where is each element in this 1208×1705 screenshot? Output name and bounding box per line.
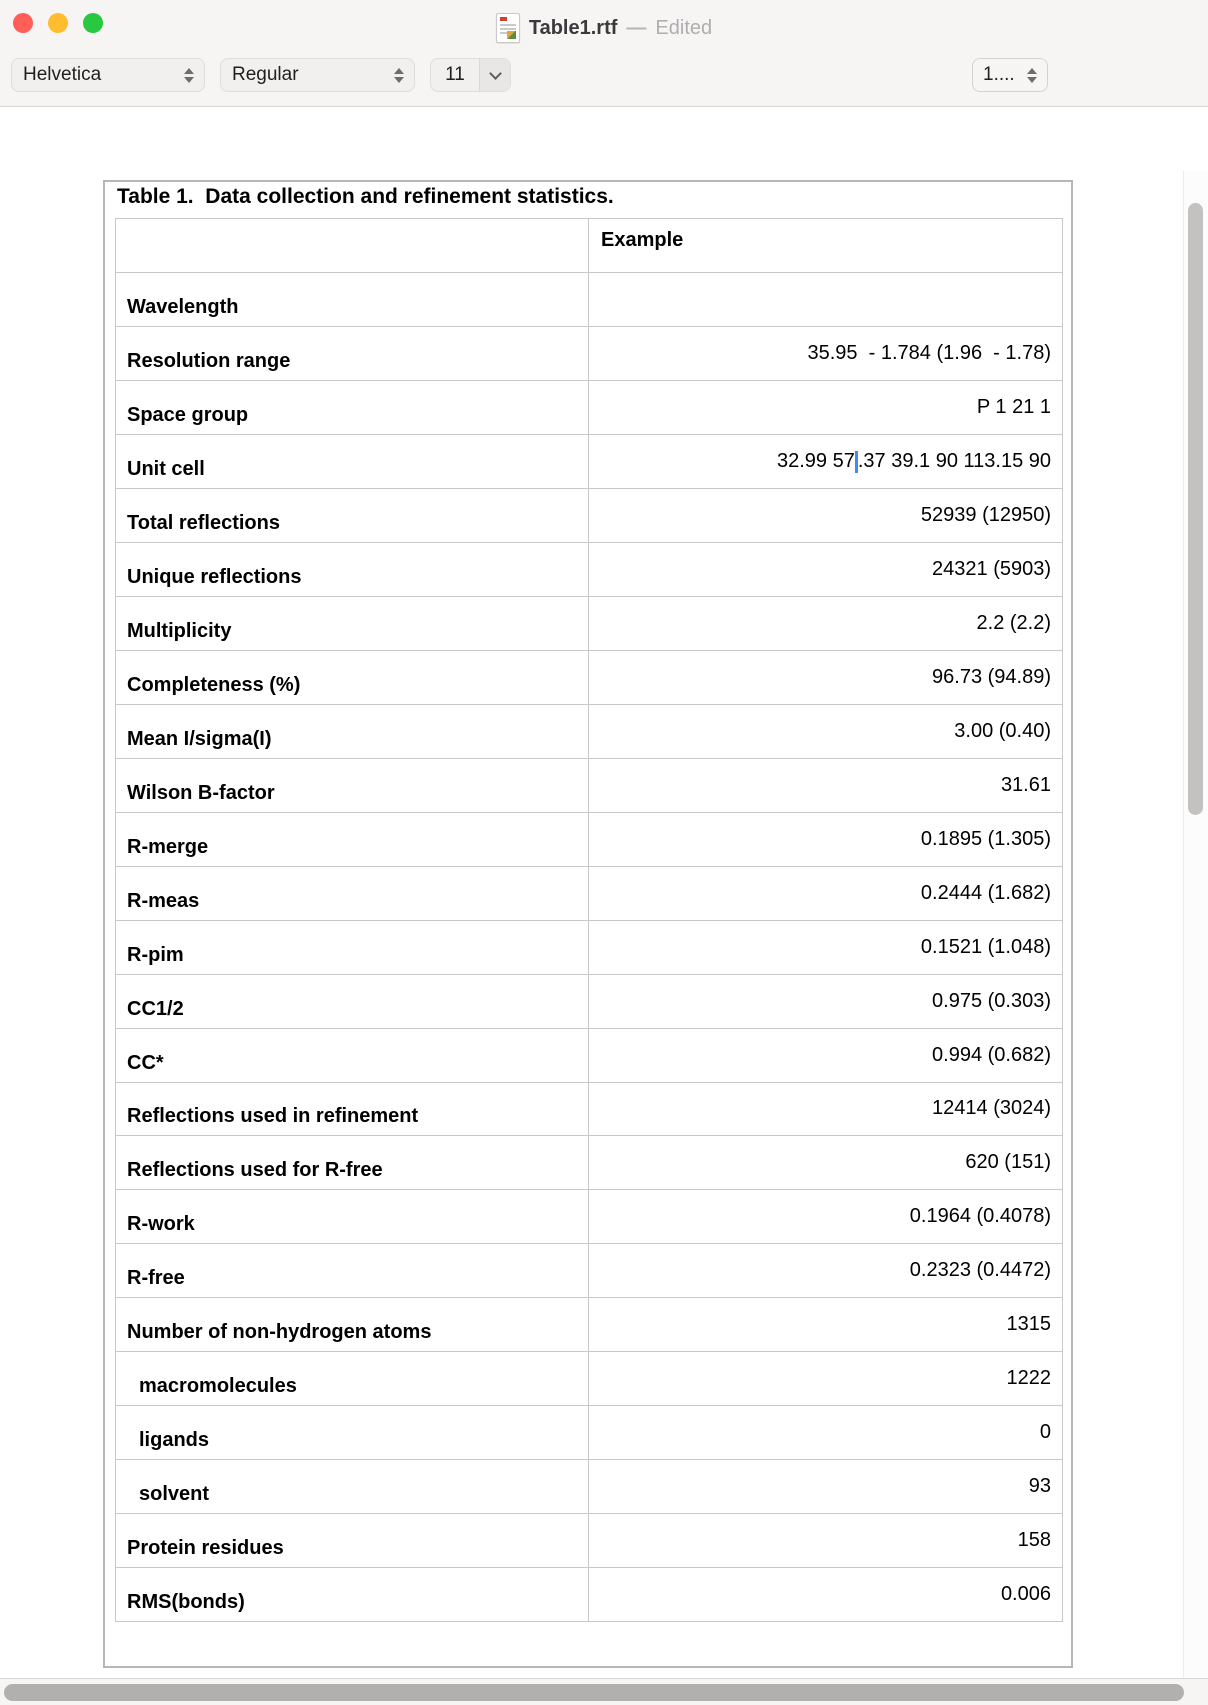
row-value-cell[interactable]: 0.975 (0.303) [932,989,1051,1012]
chevron-down-icon [479,59,510,91]
font-size-dropdown[interactable] [430,58,511,92]
table-row [116,273,1062,327]
stepper-icon [184,68,194,83]
row-label-cell[interactable]: ligands [116,1406,589,1459]
row-label-cell[interactable]: R-free [116,1244,589,1297]
row-value-cell[interactable]: 12414 (3024) [932,1097,1051,1120]
table-row [116,1029,1062,1083]
row-label-cell[interactable]: RMS(bonds) [116,1568,589,1621]
statistics-table[interactable] [115,218,1063,1622]
font-size-value: 11 [445,64,465,85]
row-label-cell[interactable]: Completeness (%) [116,651,589,704]
table-row [116,867,1062,921]
table-header-row [116,219,1062,273]
row-label-cell[interactable]: macromolecules [116,1352,589,1405]
row-label-cell[interactable]: Total reflections [116,489,589,542]
row-value-cell[interactable]: 0.1521 (1.048) [920,935,1051,958]
font-style-value: Regular [232,64,299,85]
table-row [116,543,1062,597]
row-value-cell[interactable] [589,435,1062,488]
table-row [116,921,1062,975]
table-row [116,759,1062,813]
font-family-dropdown[interactable] [11,58,205,92]
table-row [116,651,1062,705]
horizontal-scrollbar-thumb[interactable] [4,1684,1184,1701]
line-spacing-stepper[interactable] [972,58,1048,92]
table-row [116,1568,1062,1621]
vertical-scrollbar-thumb[interactable] [1188,203,1203,815]
row-label-cell[interactable]: Mean I/sigma(I) [116,705,589,758]
table-row [116,381,1062,435]
table-row [116,1514,1062,1568]
row-value-cell[interactable]: 52939 (12950) [920,503,1051,526]
row-value-cell[interactable]: 620 (151) [965,1151,1051,1174]
header-example-cell[interactable]: Example [601,228,684,251]
row-value-cell[interactable]: 2.2 (2.2) [976,611,1051,634]
table-row [116,1298,1062,1352]
title-separator: — [626,16,647,39]
table-row [116,1460,1062,1514]
table-row [116,489,1062,543]
table-row [116,705,1062,759]
row-label-cell[interactable]: R-meas [116,867,589,920]
row-value-cell[interactable]: 158 [1017,1529,1051,1552]
row-value-cell[interactable]: 93 [1028,1475,1051,1498]
table-row [116,1190,1062,1244]
table-row [116,597,1062,651]
row-label-cell[interactable]: Unique reflections [116,543,589,596]
row-label-cell[interactable]: R-pim [116,921,589,974]
value-text: .37 39.1 90 113.15 90 [857,449,1051,472]
table-row [116,1352,1062,1406]
table-outer-border[interactable] [103,180,1073,1668]
row-label-cell[interactable]: CC* [116,1029,589,1082]
edited-status: Edited [655,16,713,39]
row-value-cell[interactable]: 31.61 [1000,773,1051,796]
row-value-cell[interactable]: 0.994 (0.682) [932,1043,1051,1066]
row-value-cell[interactable]: 0.2323 (0.4472) [909,1259,1051,1282]
document-area[interactable] [0,171,1208,1678]
table-row [116,813,1062,867]
document-icon [496,13,520,43]
row-value-cell[interactable]: 0.006 [1000,1583,1051,1606]
row-value-cell[interactable]: 1222 [1006,1367,1051,1390]
row-label-cell[interactable]: CC1/2 [116,975,589,1028]
table-row [116,975,1062,1029]
table-row [116,1406,1062,1460]
row-value-cell[interactable]: 0.1895 (1.305) [920,827,1051,850]
stepper-icon [1027,68,1037,83]
row-label-cell[interactable]: R-work [116,1190,589,1243]
row-label-cell[interactable]: Protein residues [116,1514,589,1567]
row-label-cell[interactable]: Wilson B-factor [116,759,589,812]
table-row [116,1244,1062,1298]
row-value-cell[interactable]: 0 [1039,1421,1051,1444]
row-value-cell[interactable]: 24321 (5903) [932,557,1051,580]
window-title: Table1.rtf [528,16,618,39]
title-bar [0,0,1208,56]
table-caption[interactable]: Table 1. Data collection and refinement statistics. [117,185,614,208]
row-value-cell[interactable]: 1315 [1006,1313,1051,1336]
row-value-cell[interactable]: 0.2444 (1.682) [920,881,1051,904]
row-label-cell[interactable]: Multiplicity [116,597,589,650]
row-value-cell[interactable] [589,273,1062,326]
row-value-cell[interactable]: 96.73 (94.89) [932,665,1051,688]
row-label-cell[interactable]: Resolution range [116,327,589,380]
row-label-cell[interactable]: Wavelength [116,273,589,326]
table-row [116,435,1062,489]
stepper-icon [394,68,404,83]
row-label-cell[interactable]: solvent [116,1460,589,1513]
value-text: 32.99 57 [777,449,855,472]
row-value-cell[interactable]: 35.95 - 1.784 (1.96 - 1.78) [807,341,1051,364]
table-row [116,327,1062,381]
table-row [116,1083,1062,1137]
ruler [0,107,1208,171]
font-style-dropdown[interactable] [220,58,415,92]
row-label-cell[interactable]: Space group [116,381,589,434]
row-value-cell[interactable]: P 1 21 1 [976,395,1051,418]
font-family-value: Helvetica [23,64,102,85]
row-label-cell[interactable]: Reflections used in refinement [116,1083,589,1136]
table-row [116,1136,1062,1190]
row-value-cell[interactable]: 0.1964 (0.4078) [909,1205,1051,1228]
row-label-cell[interactable]: Reflections used for R-free [116,1136,589,1189]
format-toolbar [0,56,1208,107]
line-spacing-value: 1.... [983,64,1015,85]
row-label-cell[interactable]: R-merge [116,813,589,866]
row-label-cell[interactable]: Number of non-hydrogen atoms [116,1298,589,1351]
row-value-cell[interactable]: 3.00 (0.40) [954,719,1051,742]
row-label-cell[interactable]: Unit cell [116,435,589,488]
header-label-cell[interactable] [116,219,589,272]
